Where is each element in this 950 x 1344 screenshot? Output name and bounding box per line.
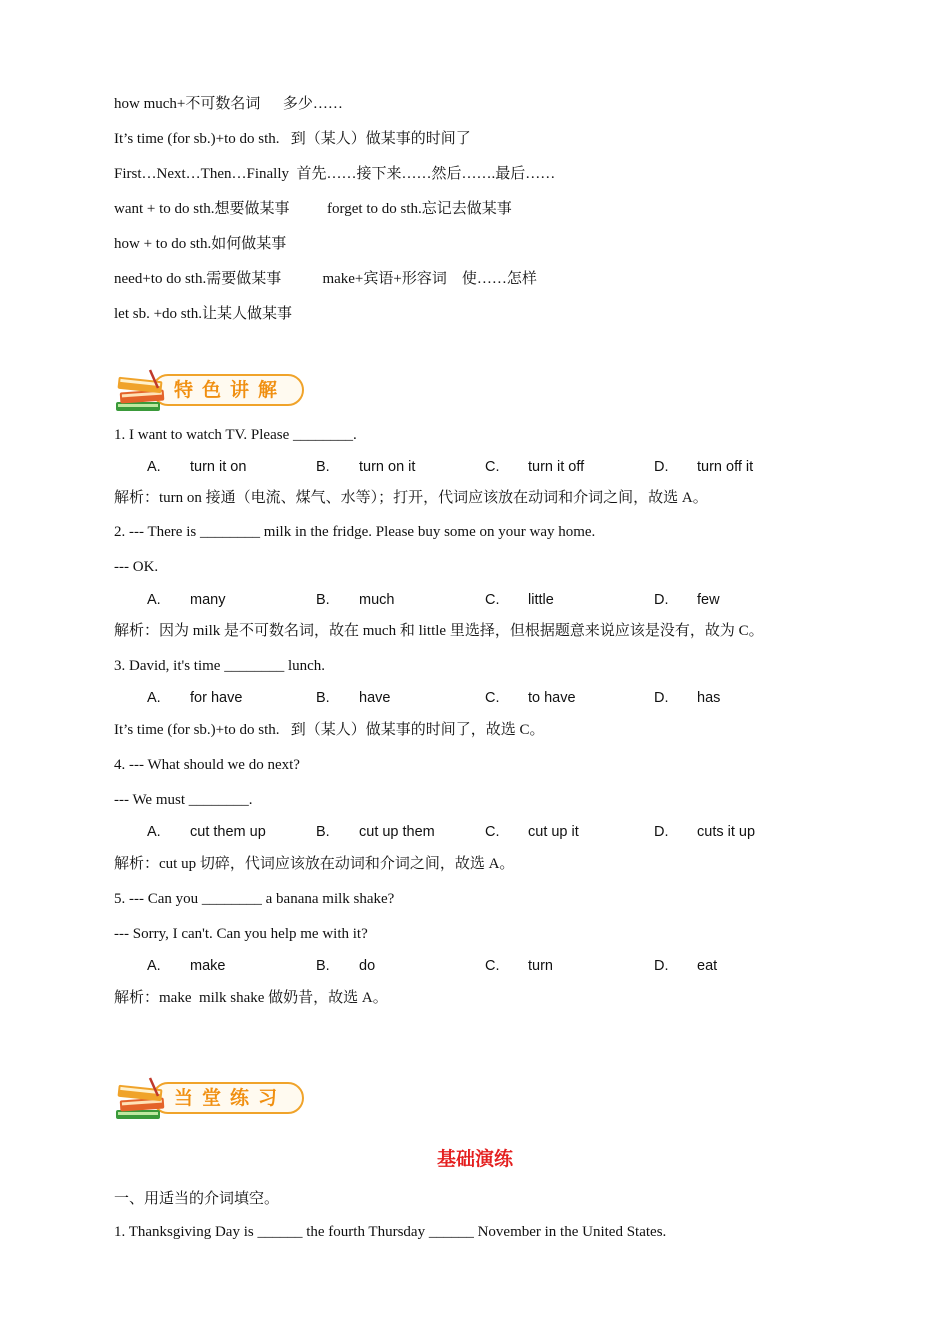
option-letter: C. [485, 824, 500, 840]
books-icon [112, 1074, 172, 1124]
option-letter: D. [654, 592, 669, 608]
analysis-text: 解析：turn on 接通（电流、煤气、水等）；打开，代词应该放在动词和介词之间，故选 A。 [114, 490, 708, 506]
section-banner-title: 特色讲解 [174, 379, 287, 401]
option-letter: B. [316, 690, 330, 706]
question-text: 4. --- What should we do next? [114, 757, 300, 773]
option-text: do [359, 958, 376, 974]
options-row [114, 457, 834, 477]
option-letter: D. [654, 958, 669, 974]
option-text: has [697, 690, 721, 706]
option-letter: D. [654, 690, 669, 706]
option-text: cut up them [359, 824, 435, 840]
question-text: --- Sorry, I can't. Can you help me with it? [114, 926, 368, 942]
note-line: First…Next…Then…Finally 首先……接下来……然后…….最后…… [114, 166, 556, 182]
option-letter: A. [147, 690, 161, 706]
option-text: many [190, 592, 226, 608]
section-banner-features [112, 366, 312, 414]
part-heading: 一、用适当的介词填空。 [114, 1191, 280, 1207]
option-letter: C. [485, 592, 500, 608]
question-text: 1. Thanksgiving Day is ______ the fourth Thursday ______ November in the United States. [114, 1224, 667, 1240]
note-line: want + to do sth.想要做某事 forget to do sth.忘记去做某事 [114, 201, 512, 217]
analysis-text: 解析：因为 milk 是不可数名词，故在 much 和 little 里选择，但根据题意来说应该是没有，故为 C。 [114, 623, 764, 639]
note-line: let sb. +do sth.让某人做某事 [114, 306, 293, 322]
option-text: little [528, 592, 554, 608]
option-letter: B. [316, 824, 330, 840]
question-text: 5. --- Can you ________ a banana milk shake? [114, 891, 395, 907]
option-letter: A. [147, 958, 161, 974]
note-line: how + to do sth.如何做某事 [114, 236, 287, 252]
analysis-text: It’s time (for sb.)+to do sth. 到（某人）做某事的时间了，故选 C。 [114, 722, 545, 738]
note-line: how much+不可数名词 多少…… [114, 96, 343, 112]
section-banner-practice [112, 1074, 312, 1122]
question-text: 1. I want to watch TV. Please ________. [114, 427, 357, 443]
option-text: have [359, 690, 391, 706]
option-letter: A. [147, 459, 161, 475]
option-text: much [359, 592, 395, 608]
option-text: turn it on [190, 459, 247, 475]
options-row [114, 956, 834, 976]
books-icon [112, 366, 172, 416]
note-line: need+to do sth.需要做某事 make+宾语+形容词 使……怎样 [114, 271, 537, 287]
practice-heading: 基础演练 [436, 1148, 513, 1170]
option-text: turn [528, 958, 553, 974]
option-letter: C. [485, 459, 500, 475]
options-row [114, 822, 834, 842]
option-letter: D. [654, 459, 669, 475]
option-letter: C. [485, 958, 500, 974]
option-text: cuts it up [697, 824, 756, 840]
option-text: turn on it [359, 459, 416, 475]
question-text: 2. --- There is ________ milk in the fridge. Please buy some on your way home. [114, 524, 596, 540]
question-text: --- We must ________. [114, 792, 253, 808]
question-text: --- OK. [114, 559, 159, 575]
option-letter: B. [316, 958, 330, 974]
option-text: cut up it [528, 824, 579, 840]
option-text: cut them up [190, 824, 266, 840]
option-text: turn off it [697, 459, 754, 475]
option-letter: B. [316, 592, 330, 608]
option-letter: D. [654, 824, 669, 840]
option-letter: A. [147, 592, 161, 608]
option-text: to have [528, 690, 576, 706]
option-text: eat [697, 958, 718, 974]
option-text: turn it off [528, 459, 585, 475]
option-text: make [190, 958, 226, 974]
options-row [114, 590, 834, 610]
option-letter: A. [147, 824, 161, 840]
section-banner-title: 当堂练习 [174, 1087, 287, 1109]
option-letter: B. [316, 459, 330, 475]
option-text: few [697, 592, 720, 608]
option-letter: C. [485, 690, 500, 706]
question-text: 3. David, it's time ________ lunch. [114, 658, 326, 674]
analysis-text: 解析：cut up 切碎，代词应该放在动词和介词之间，故选 A。 [114, 856, 515, 872]
note-line: It’s time (for sb.)+to do sth. 到（某人）做某事的时间了 [114, 131, 471, 147]
option-text: for have [190, 690, 243, 706]
options-row [114, 688, 834, 708]
analysis-text: 解析：make milk shake 做奶昔，故选 A。 [114, 990, 388, 1006]
